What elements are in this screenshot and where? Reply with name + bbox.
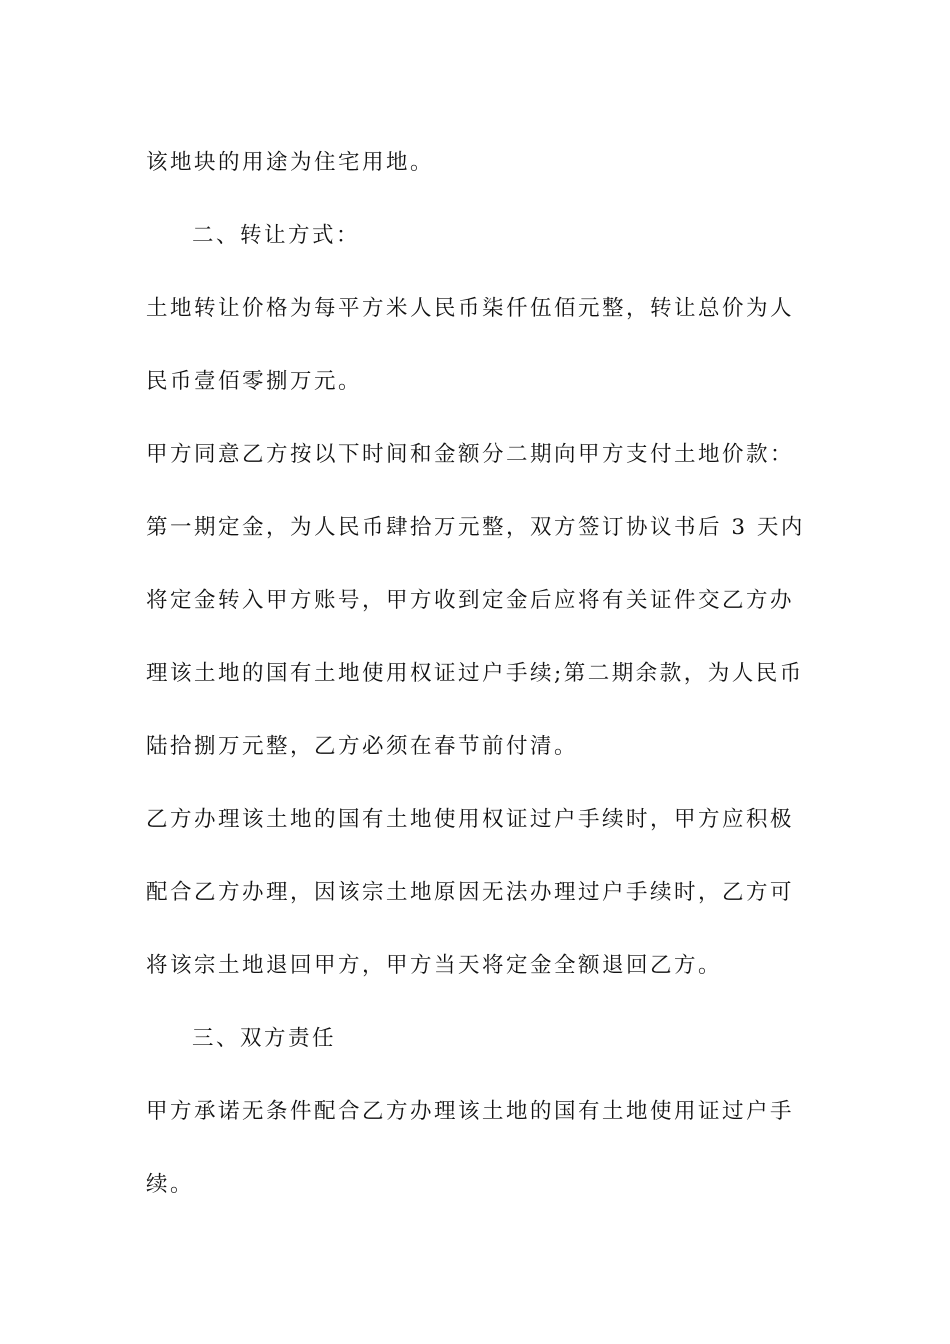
paragraph-line: 将该宗土地退回甲方，甲方当天将定金全额退回乙方。 <box>146 953 723 978</box>
paragraph-line: 将定金转入甲方账号，甲方收到定金后应将有关证件交乙方办 <box>146 588 795 613</box>
paragraph-line: 土地转让价格为每平方米人民币柒仟伍佰元整，转让总价为人 <box>146 296 795 321</box>
paragraph-line: 第一期定金，为人民币肆拾万元整，双方签订协议书后 3 天内 <box>146 515 805 540</box>
paragraph-line: 甲方同意乙方按以下时间和金额分二期向甲方支付土地价款： <box>146 442 795 467</box>
paragraph-line: 民币壹佰零捌万元。 <box>146 369 363 394</box>
paragraph-line: 理该土地的国有土地使用权证过户手续;第二期余款，为人民币 <box>146 661 804 686</box>
paragraph-line: 甲方承诺无条件配合乙方办理该土地的国有土地使用证过户手 <box>146 1099 795 1124</box>
paragraph-line: 乙方办理该土地的国有土地使用权证过户手续时，甲方应积极 <box>146 807 795 832</box>
section-heading-transfer-method: 二、转让方式： <box>192 223 361 248</box>
document-body <box>146 126 806 1221</box>
paragraph-line: 配合乙方办理，因该宗土地原因无法办理过户手续时，乙方可 <box>146 880 795 905</box>
paragraph-line: 陆拾捌万元整，乙方必须在春节前付清。 <box>146 734 579 759</box>
section-heading-mutual-responsibilities: 三、双方责任 <box>192 1026 337 1051</box>
paragraph-line: 续。 <box>146 1172 195 1197</box>
paragraph-line: 该地块的用途为住宅用地。 <box>146 150 435 175</box>
